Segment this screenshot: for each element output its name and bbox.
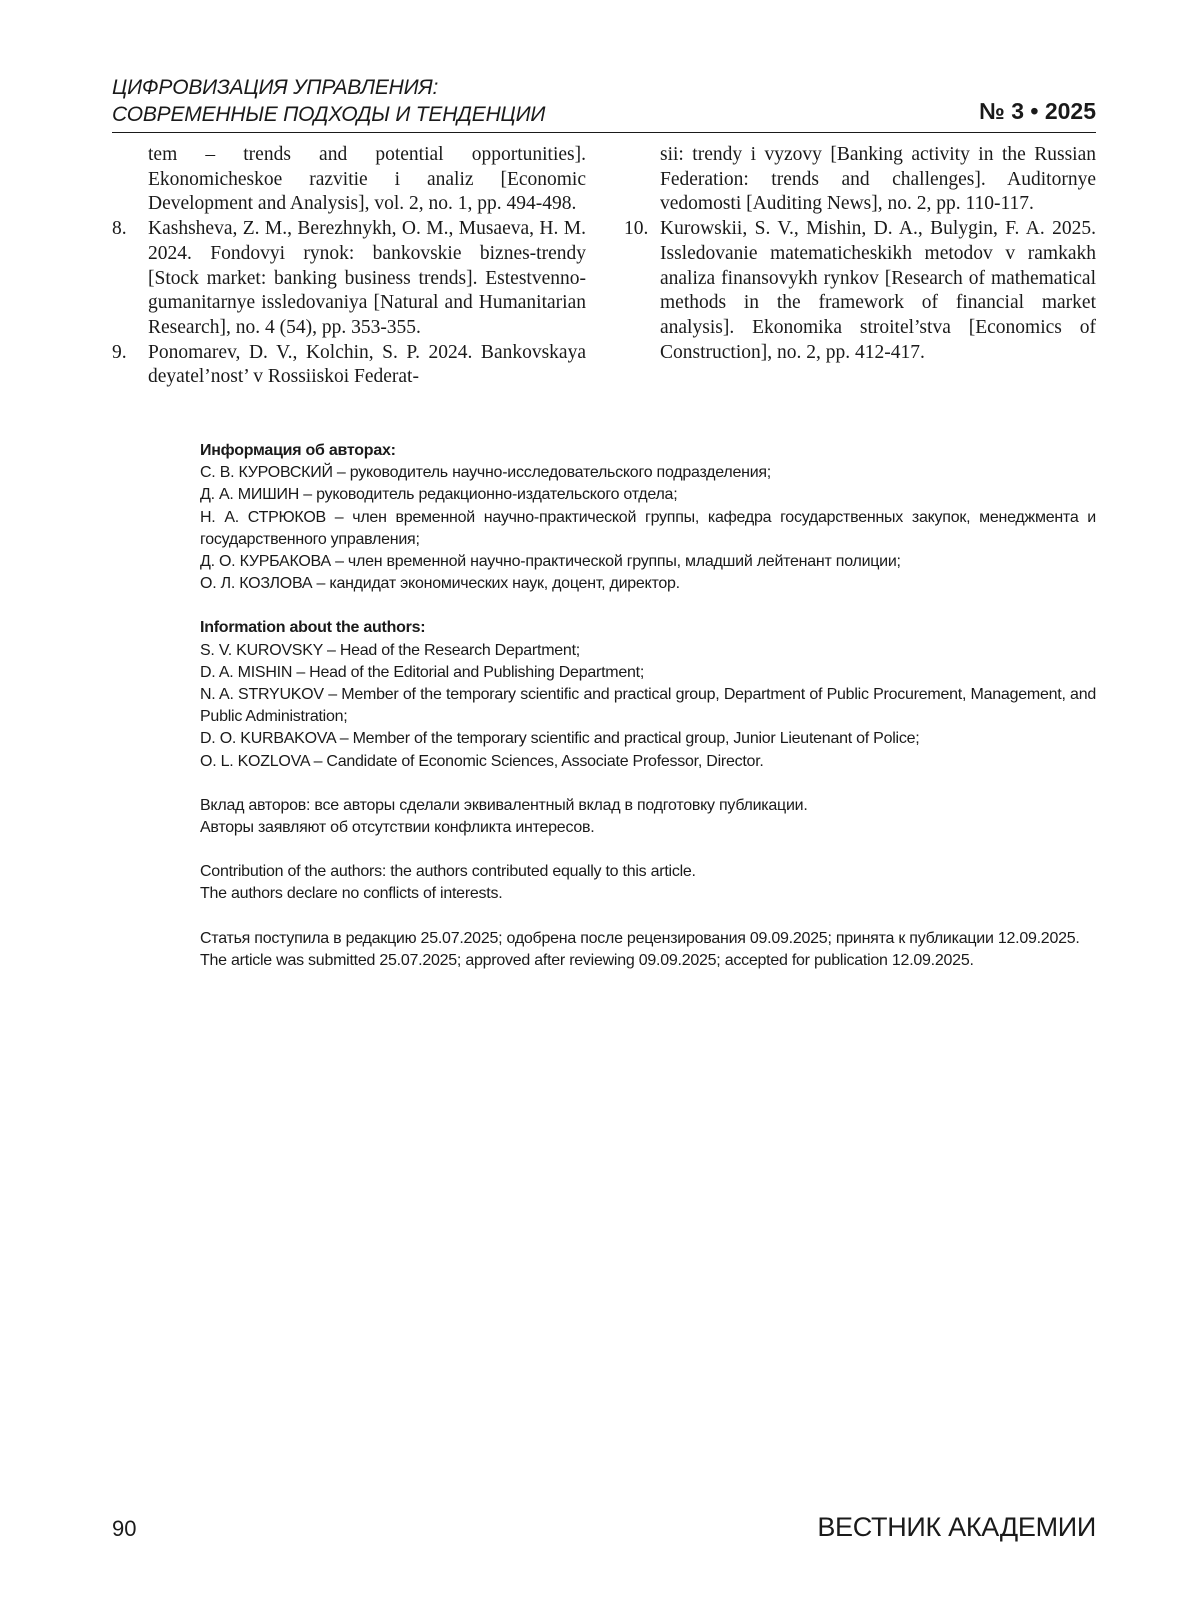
reference-number: 10. [624, 218, 649, 240]
dates-ru-text: Статья поступила в редакцию 25.07.2025; одобрена после рецензирования 09.09.2025; принята к публикации 12.09.2025. [200, 929, 1080, 947]
references-left-column [112, 143, 586, 390]
author-en-line: D. A. MISHIN – Head of the Editorial and Publishing Department; [200, 663, 645, 681]
authors-ru-heading: Информация об авторах: [200, 442, 396, 459]
contribution-ru-block [200, 795, 1096, 839]
authors-en-block [200, 617, 1096, 772]
dates-block [200, 928, 1096, 972]
reference-item [112, 217, 586, 341]
dates-en-text: The article was submitted 25.07.2025; approved after reviewing 09.09.2025; accepted for publication 12.09.2025. [200, 951, 974, 969]
reference-number: 8. [112, 218, 127, 240]
reference-item [624, 143, 1096, 217]
issue-number: № 3 • 2025 [979, 98, 1096, 124]
running-header [112, 74, 1096, 133]
author-ru-line: Н. А. СТРЮКОВ – член временной научно-практической группы, кафедра государственных закупок, менеджмента и государственного управления; [200, 508, 1096, 548]
reference-text: Kashsheva, Z. M., Berezhnykh, O. M., Musaeva, H. M. 2024. Fondovyi rynok: bankovskie biznes-trendy [Stock market: banking business trends]. Estestvenno-gumanitarnye issledovaniya [Natural and Humanitarian Research], no. 4 (54), pp. 353-355. [148, 218, 586, 338]
section-title-line-1: ЦИФРОВИЗАЦИЯ УПРАВЛЕНИЯ: [112, 76, 439, 99]
reference-text: tem – trends and potential opportunities]. Ekonomicheskoe razvitie i analiz [Economic Development and Analysis], vol. 2, no. 1, pp. 494-498. [148, 144, 586, 215]
author-en-line: S. V. KUROVSKY – Head of the Research Department; [200, 641, 580, 659]
authors-ru-block [200, 440, 1096, 595]
author-en-line: O. L. KOZLOVA – Candidate of Economic Sciences, Associate Professor, Director. [200, 752, 764, 770]
author-ru-line: Д. А. МИШИН – руководитель редакционно-издательского отдела; [200, 486, 678, 504]
contribution-ru-text: Вклад авторов: все авторы сделали эквивалентный вклад в подготовку публикации. [200, 796, 808, 814]
author-en-line: N. A. STRYUKOV – Member of the temporary scientific and practical group, Department of Public Procurement, Management, and Public Administration; [200, 686, 1096, 726]
author-information [200, 440, 1096, 994]
author-ru-line: Д. О. КУРБАКОВА – член временной научно-практической группы, младший лейтенант полиции; [200, 553, 901, 571]
reference-text: sii: trendy i vyzovy [Banking activity in the Russian Federation: trends and challenges]. Auditornye vedomosti [Auditing News], no. 2, pp. 110-117. [660, 144, 1096, 215]
author-en-line: D. O. KURBAKOVA – Member of the temporary scientific and practical group, Junior Lieutenant of Police; [200, 730, 920, 748]
reference-item [112, 143, 586, 217]
conflict-en-text: The authors declare no conflicts of interests. [200, 885, 503, 903]
contribution-en-block [200, 861, 1096, 905]
page-number: 90 [112, 1516, 137, 1541]
reference-number: 9. [112, 341, 127, 363]
contribution-en-text: Contribution of the authors: the authors contributed equally to this article. [200, 863, 696, 881]
reference-item [112, 341, 586, 390]
reference-text: Kurowskii, S. V., Mishin, D. A., Bulygin, F. A. 2025. Issledovanie matematicheskikh metodov v ramkakh analiza finansovykh rynkov [Research of mathematical methods in the framework of financial market analysis]. Ekonomika stroitel’stva [Economics of Construction], no. 2, pp. 412-417. [660, 218, 1096, 363]
reference-text: Ponomarev, D. V., Kolchin, S. P. 2024. Bankovskaya deyatel’nost’ v Rossiiskoi Federat- [148, 341, 586, 388]
reference-item [624, 217, 1096, 365]
author-ru-line: С. В. КУРОВСКИЙ – руководитель научно-исследовательского подразделения; [200, 464, 771, 482]
conflict-ru-text: Авторы заявляют об отсутствии конфликта интересов. [200, 819, 595, 837]
author-ru-line: О. Л. КОЗЛОВА – кандидат экономических наук, доцент, директор. [200, 575, 680, 593]
journal-title: ВЕСТНИК АКАДЕМИИ [817, 1512, 1096, 1542]
references-right-column [624, 143, 1096, 365]
journal-section-title [112, 74, 545, 128]
authors-en-heading: Information about the authors: [200, 619, 426, 637]
section-title-line-2: СОВРЕМЕННЫЕ ПОДХОДЫ И ТЕНДЕНЦИИ [112, 103, 546, 126]
